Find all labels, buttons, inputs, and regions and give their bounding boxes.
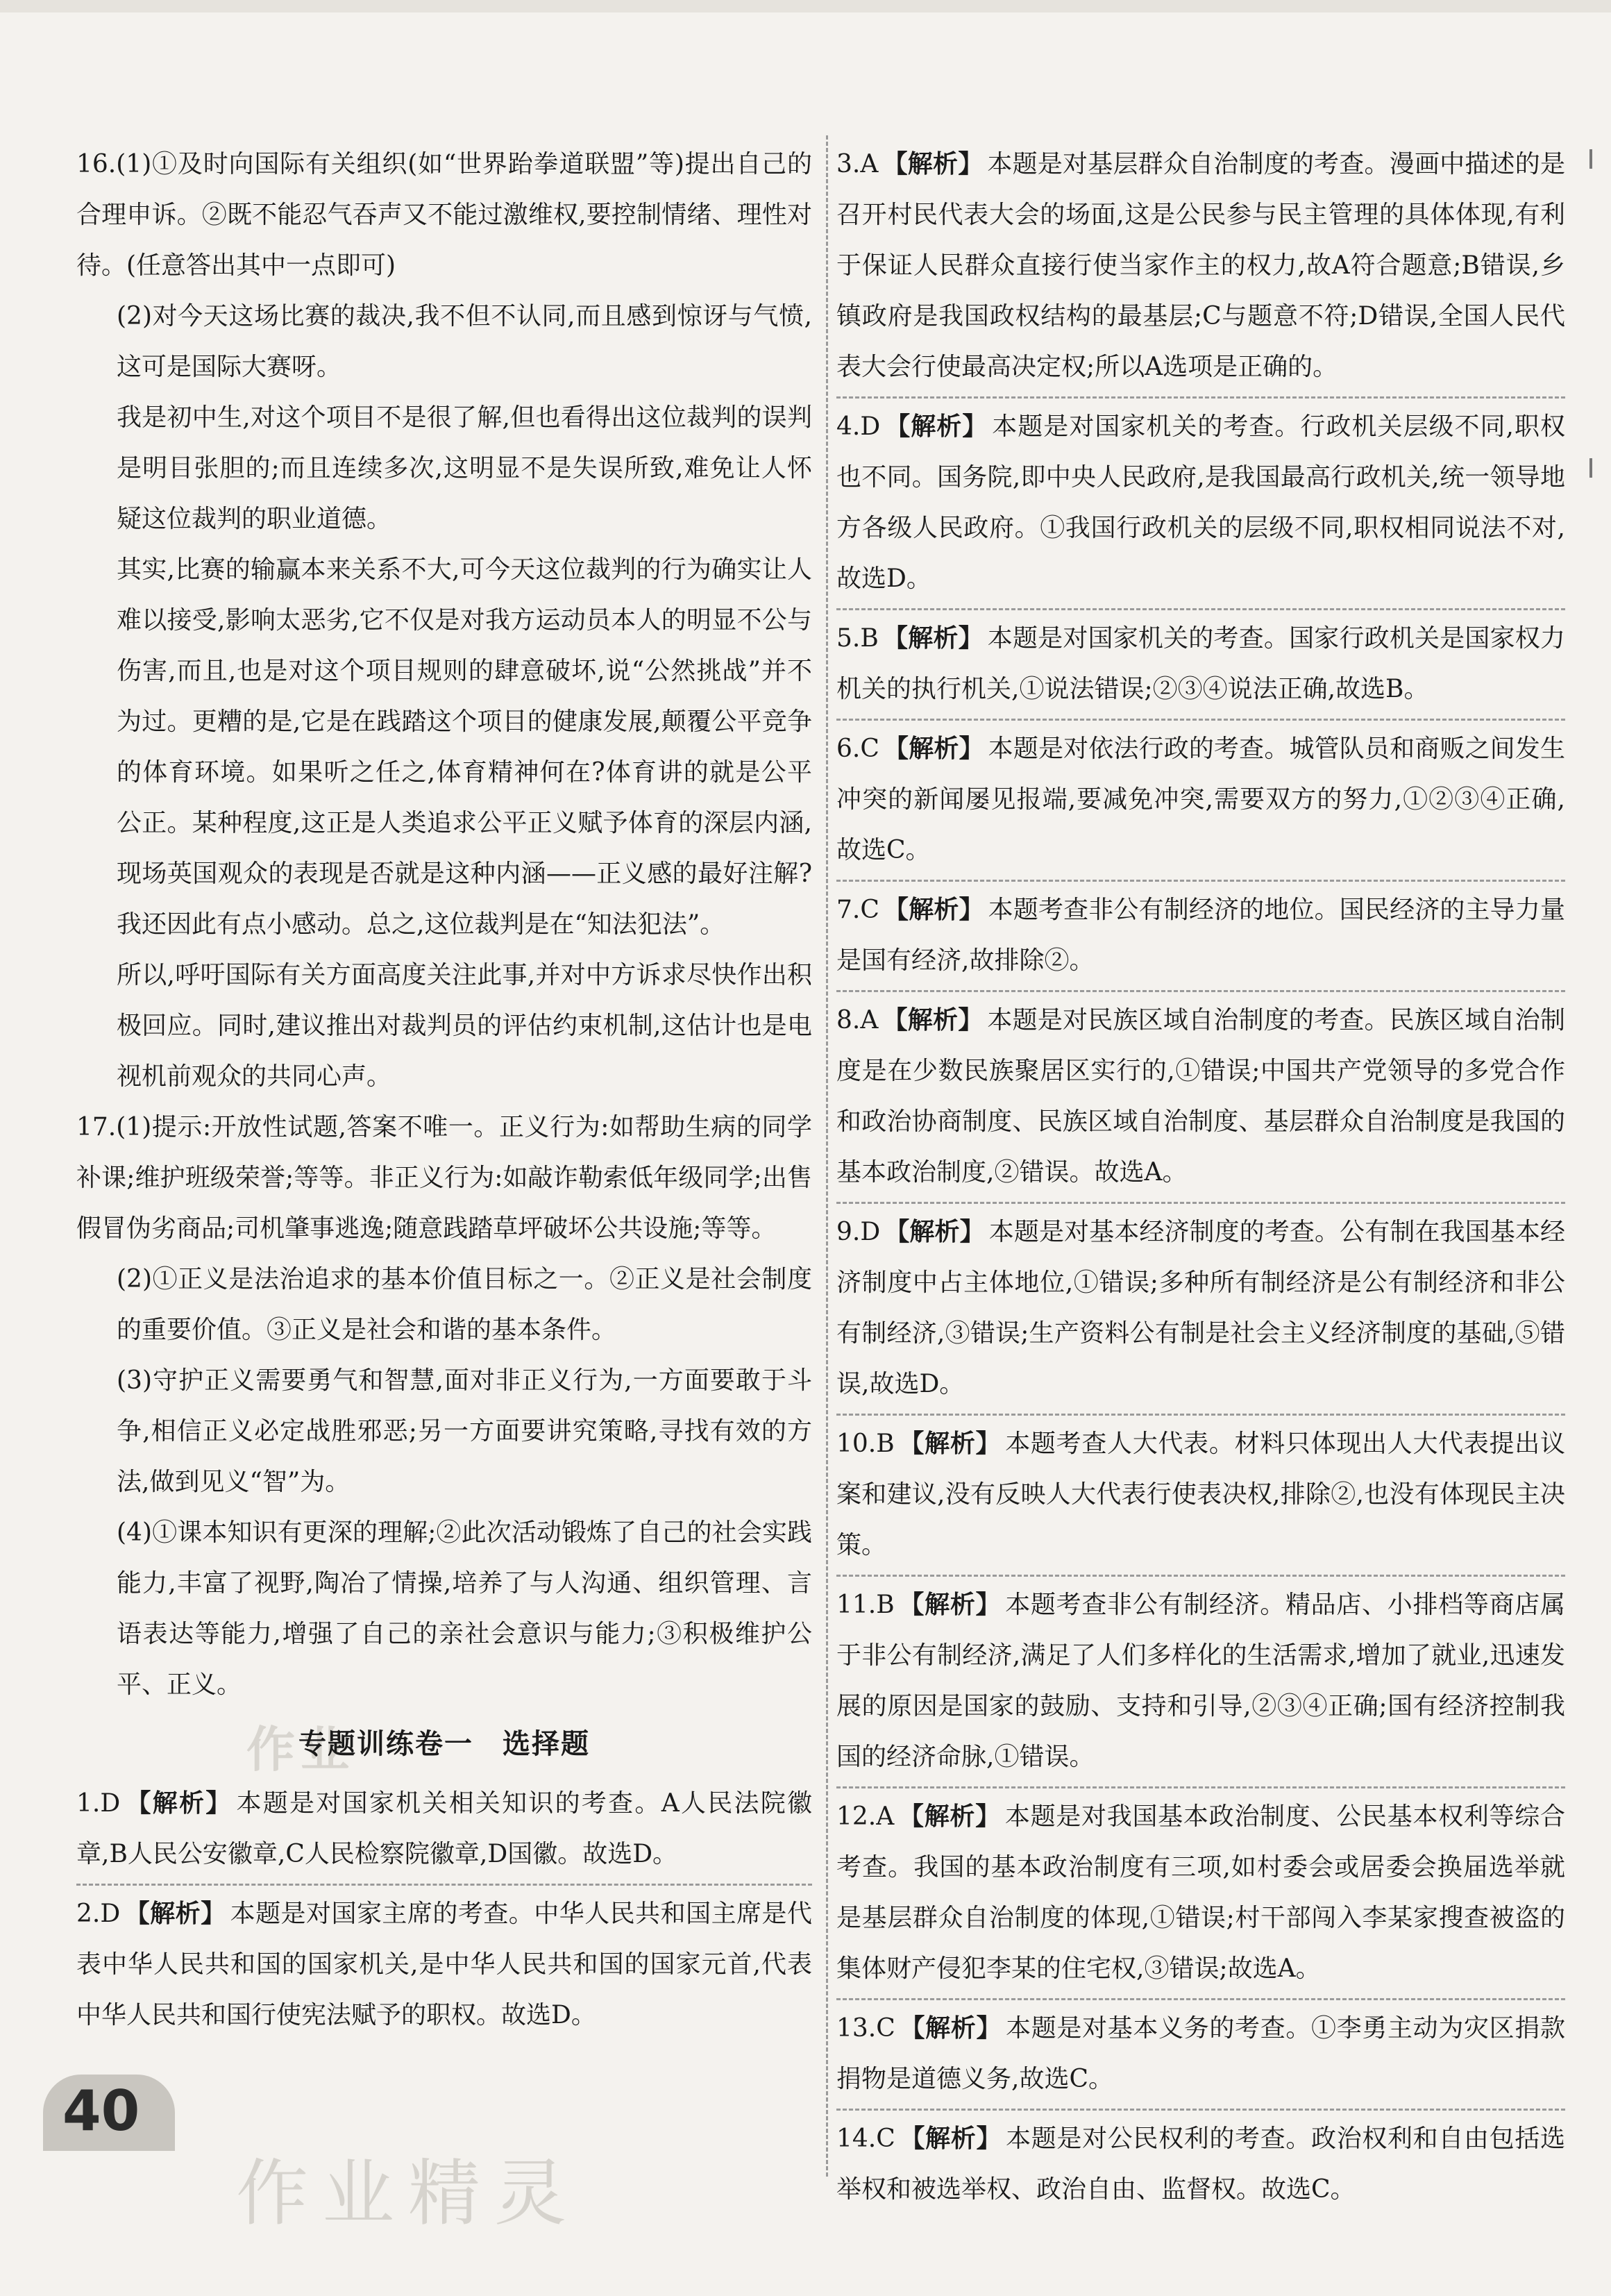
analysis-tag: 【解析】 bbox=[898, 1590, 1002, 1619]
answer-head: 7.C bbox=[836, 896, 879, 924]
answer-head: 4.D bbox=[836, 412, 881, 441]
answer-8 bbox=[836, 990, 1565, 1198]
answer-head: 2.D bbox=[76, 1900, 121, 1928]
column-divider bbox=[826, 135, 828, 2177]
answer-10 bbox=[836, 1414, 1565, 1570]
page-number: 40 bbox=[62, 2079, 140, 2143]
answer-text: 本题考查非公有制经济。精品店、小排档等商店属于非公有制经济,满足了人们多样化的生活需求,增加了就业,迅速发展的原因是国家的鼓励、支持和引导,②③④正确;国有经济控制我国的经济命脉,①错误。 bbox=[836, 1591, 1565, 1771]
answer-text: 本题是对我国基本政治制度、公民基本权利等综合考查。我国的基本政治制度有三项,如村委会或居委会换届选举就是基层群众自治制度的体现,①错误;村干部闯入李某家搜查被盗的集体财产侵犯李某的住宅权,③错误;故选A。 bbox=[836, 1802, 1565, 1983]
analysis-tag: 【解析】 bbox=[884, 412, 988, 441]
answer-text: 本题是对国家机关的考查。国家行政机关是国家权力机关的执行机关,①说法错误;②③④说法正确,故选B。 bbox=[836, 624, 1565, 703]
answer-13 bbox=[836, 1998, 1565, 2104]
analysis-tag: 【解析】 bbox=[899, 2124, 1002, 2153]
answer-text: 本题是对基层群众自治制度的考查。漫画中描述的是召开村民代表大会的场面,这是公民参与民主管理的具体体现,有利于保证人民群众直接行使当家作主的权力,故A符合题意;B错误,乡镇政府是我国政权结构的最基层;C与题意不符;D错误,全国人民代表大会行使最高决定权;所以A选项是正确的。 bbox=[836, 150, 1565, 381]
answer-3 bbox=[836, 139, 1565, 392]
q17-part1: 17.(1)提示:开放性试题,答案不唯一。正义行为:如帮助生病的同学补课;维护班级荣誉;等等。非正义行为:如敲诈勒索低年级同学;出售假冒伪劣商品;司机肇事逃逸;随意践踏草坪破坏公共设施;等等。 bbox=[76, 1113, 812, 1243]
answer-text: 本题是对基本义务的考查。①李勇主动为灾区捐款捐物是道德义务,故选C。 bbox=[836, 2014, 1565, 2093]
answer-7 bbox=[836, 880, 1565, 986]
answer-text: 本题是对依法行政的考查。城管队员和商贩之间发生冲突的新闻屡见报端,要减免冲突,需要双方的努力,①②③④正确,故选C。 bbox=[836, 735, 1565, 864]
answer-9 bbox=[836, 1202, 1565, 1409]
analysis-tag: 【解析】 bbox=[882, 149, 984, 178]
answer-text: 本题是对民族区域自治制度的考查。民族区域自治制度是在少数民族聚居区实行的,①错误;中国共产党领导的多党合作和政治协商制度、民族区域自治制度、基层群众自治制度是我国的基本政治制度,②错误。故选A。 bbox=[836, 1006, 1565, 1187]
q17-part4: (4)①课本知识有更深的理解;②此次活动锻炼了自己的社会实践能力,丰富了视野,陶冶了情操,培养了与人沟通、组织管理、言语表达等能力,增强了自己的亲社会意识与能力;③积极维护公平、正义。 bbox=[117, 1518, 812, 1699]
analysis-tag: 【解析】 bbox=[898, 1429, 1002, 1458]
q16-paragraph-3: 其实,比赛的输赢本来关系不大,可今天这位裁判的行为确实让人难以接受,影响太恶劣,它不仅是对我方运动员本人的明显不公与伤害,而且,也是对这个项目规则的肆意破坏,说“公然挑战”并不为过。更糟的是,它是在践踏这个项目的健康发展,颠覆公平竞争的体育环境。如果听之任之,体育精神何在?体育讲的就是公平公正。某种程度,这正是人类追求公平正义赋予体育的深层内涵,现场英国观众的表现是否就是这种内涵——正义感的最好注解?我还因此有点小感动。总之,这位裁判是在“知法犯法”。 bbox=[117, 555, 812, 939]
analysis-tag: 【解析】 bbox=[882, 623, 984, 653]
analysis-tag: 【解析】 bbox=[899, 2013, 1002, 2043]
answer-head: 6.C bbox=[836, 735, 879, 763]
q16-part1: 16.(1)①及时向国际有关组织(如“世界跆拳道联盟”等)提出自己的合理申诉。②既不能忍气吞声又不能过激维权,要控制情绪、理性对待。(任意答出其中一点即可) bbox=[76, 150, 812, 280]
answer-head: 12.A bbox=[836, 1802, 895, 1831]
section-title-text: 专题训练卷一 选择题 bbox=[298, 1728, 590, 1760]
left-column bbox=[76, 139, 812, 2041]
answer-head: 11.B bbox=[836, 1591, 895, 1619]
q16-paragraph-4: 所以,呼吁国际有关方面高度关注此事,并对中方诉求尽快作出积极回应。同时,建议推出对裁判员的评估约束机制,这估计也是电视机前观众的共同心声。 bbox=[117, 961, 812, 1091]
q16-part2: (2)对今天这场比赛的裁决,我不但不认同,而且感到惊讶与气愤,这可是国际大赛呀。 bbox=[117, 302, 812, 381]
answer-14 bbox=[836, 2109, 1565, 2215]
answer-head: 13.C bbox=[836, 2014, 895, 2043]
answer-2 bbox=[76, 1884, 812, 2041]
answer-5 bbox=[836, 608, 1565, 714]
answer-head: 8.A bbox=[836, 1006, 879, 1034]
edge-mark bbox=[1589, 458, 1592, 478]
q17-part3: (3)守护正义需要勇气和智慧,面对非正义行为,一方面要敢于斗争,相信正义必定战胜邪恶;另一方面要讲究策略,寻找有效的方法,做到见义“智”为。 bbox=[117, 1366, 812, 1496]
right-column bbox=[836, 139, 1565, 2215]
answer-text: 本题是对国家机关相关知识的考查。A人民法院徽章,B人民公安徽章,C人民检察院徽章,D国徽。故选D。 bbox=[76, 1789, 812, 1868]
analysis-tag: 【解析】 bbox=[898, 1802, 1001, 1831]
answer-text: 本题考查人大代表。材料只体现出人大代表提出议案和建议,没有反映人大代表行使表决权,排除②,也没有体现民主决策。 bbox=[836, 1430, 1565, 1559]
answer-text: 本题是对国家主席的考查。中华人民共和国主席是代表中华人民共和国的国家机关,是中华人民共和国的国家元首,代表中华人民共和国行使宪法赋予的职权。故选D。 bbox=[76, 1900, 812, 2029]
answer-text: 本题是对公民权利的考查。政治权利和自由包括选举权和被选举权、政治自由、监督权。故选C。 bbox=[836, 2125, 1565, 2204]
answer-12 bbox=[836, 1786, 1565, 1994]
answer-6 bbox=[836, 719, 1565, 875]
answer-text: 本题是对国家机关的考查。行政机关层级不同,职权也不同。国务院,即中央人民政府,是我国最高行政机关,统一领导地方各级人民政府。①我国行政机关的层级不同,职权相同说法不对,故选D。 bbox=[836, 412, 1565, 593]
edge-mark bbox=[1589, 149, 1592, 169]
analysis-tag: 【解析】 bbox=[884, 1217, 985, 1246]
answer-head: 5.B bbox=[836, 624, 879, 653]
answer-text: 本题考查非公有制经济的地位。国民经济的主导力量是国有经济,故排除②。 bbox=[836, 896, 1565, 975]
answer-head: 10.B bbox=[836, 1430, 895, 1458]
analysis-tag: 【解析】 bbox=[124, 1788, 233, 1818]
analysis-tag: 【解析】 bbox=[883, 734, 984, 763]
page-number-badge bbox=[43, 2075, 175, 2151]
answer-head: 3.A bbox=[836, 150, 879, 178]
analysis-tag: 【解析】 bbox=[882, 1005, 984, 1034]
analysis-tag: 【解析】 bbox=[883, 895, 984, 924]
page-top-edge bbox=[0, 0, 1611, 12]
answer-1 bbox=[76, 1778, 812, 1879]
section-watermark: 作业 bbox=[246, 1721, 355, 1778]
q17-part2: (2)①正义是法治追求的基本价值目标之一。②正义是社会制度的重要价值。③正义是社会和谐的基本条件。 bbox=[117, 1265, 812, 1344]
answer-head: 1.D bbox=[76, 1789, 121, 1818]
analysis-tag: 【解析】 bbox=[124, 1899, 226, 1928]
answer-11 bbox=[836, 1575, 1565, 1782]
section-title bbox=[76, 1713, 812, 1778]
answer-head: 9.D bbox=[836, 1218, 881, 1246]
q16-paragraph-2: 我是初中生,对这个项目不是很了解,但也看得出这位裁判的误判是明目张胆的;而且连续多次,这明显不是失误所致,难免让人怀疑这位裁判的职业道德。 bbox=[117, 403, 812, 533]
answer-head: 14.C bbox=[836, 2125, 895, 2153]
answer-4 bbox=[836, 396, 1565, 604]
footer-watermark: 作业精灵 bbox=[236, 2151, 581, 2236]
answer-text: 本题是对基本经济制度的考查。公有制在我国基本经济制度中占主体地位,①错误;多种所有制经济是公有制经济和非公有制经济,③错误;生产资料公有制是社会主义经济制度的基础,⑤错误,故选D。 bbox=[836, 1218, 1565, 1398]
